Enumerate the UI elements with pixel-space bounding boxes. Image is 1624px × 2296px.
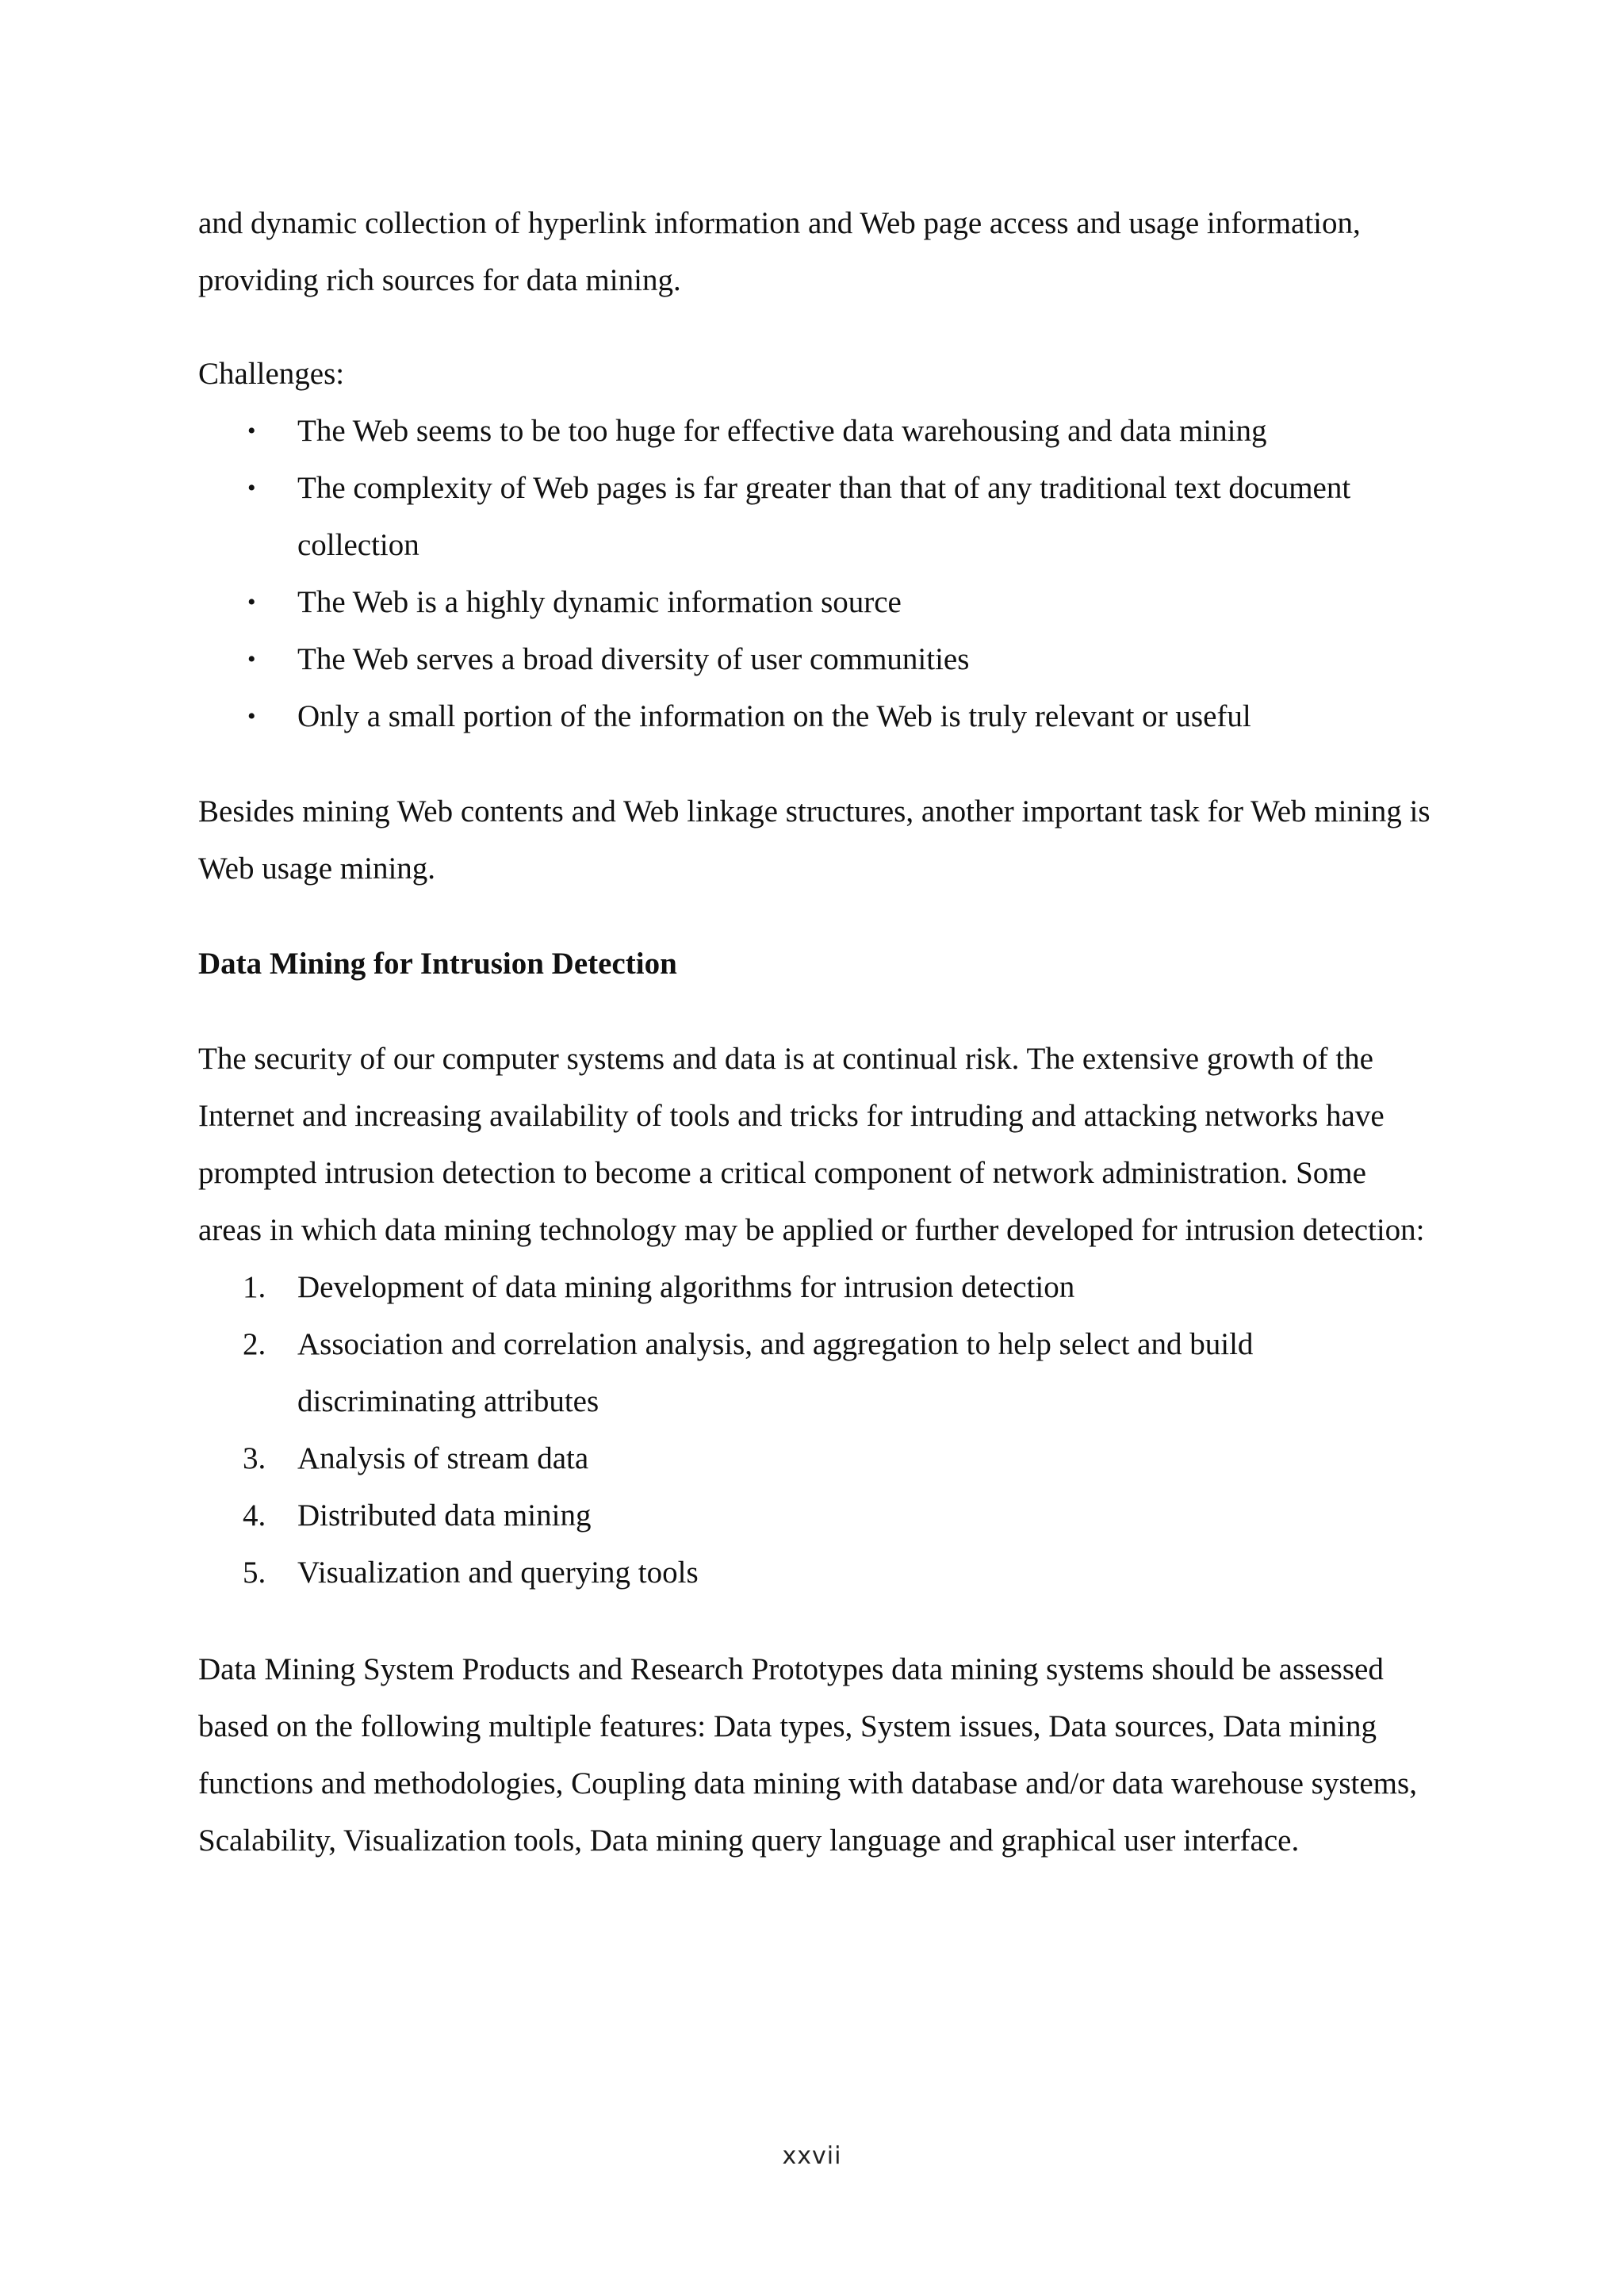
list-item: [198, 460, 1435, 574]
intro-paragraph: and dynamic collection of hyperlink information and Web page access and usage information, providing rich sources for data mining.: [198, 206, 1361, 297]
products-paragraph: Data Mining System Products and Research Prototypes data mining systems should be assessed based on the following multiple features: Data types, System issues, Data sources, Data mining functions and methodologies, Coupling data mining with database and/or data warehouse systems, Scalability, Visualization tools, Data mining query language and graphical user interface.: [198, 1652, 1417, 1858]
page-body: [198, 195, 1435, 1869]
list-item: [198, 403, 1435, 460]
list-item: [198, 1487, 1435, 1544]
list-item: [198, 1430, 1435, 1487]
intrusion-paragraph: The security of our computer systems and data is at continual risk. The extensive growth of the Internet and increasing availability of tools and tricks for intruding and attacking networks have prompted intrusion detection to become a critical component of network administration. Some areas in which data mining technology may be applied or further developed for intrusion detection:: [198, 1042, 1425, 1247]
bullet-icon: •: [247, 418, 256, 444]
list-item: [198, 1316, 1435, 1430]
list-item-text: The Web serves a broad diversity of user communities: [297, 642, 970, 676]
list-number: 3.: [243, 1441, 266, 1475]
list-item-text: The complexity of Web pages is far greater than that of any traditional text document collection: [297, 471, 1351, 562]
challenges-list: [198, 403, 1435, 745]
list-item-text: Visualization and querying tools: [297, 1556, 699, 1590]
web-usage-paragraph: Besides mining Web contents and Web linkage structures, another important task for Web mining is Web usage mining.: [198, 794, 1431, 886]
list-item-text: Only a small portion of the information on the Web is truly relevant or useful: [297, 699, 1251, 733]
bullet-icon: •: [247, 703, 256, 729]
list-item: [198, 1259, 1435, 1316]
list-item-text: Development of data mining algorithms for intrusion detection: [297, 1270, 1075, 1304]
challenges-label: Challenges:: [198, 357, 345, 391]
list-item: [198, 688, 1435, 745]
list-item-text: Association and correlation analysis, and aggregation to help select and build discriminating attributes: [297, 1327, 1254, 1418]
list-item-text: Analysis of stream data: [297, 1441, 589, 1475]
section-heading: Data Mining for Intrusion Detection: [198, 947, 677, 981]
list-item: [198, 574, 1435, 631]
list-number: 1.: [243, 1270, 266, 1304]
list-number: 5.: [243, 1556, 266, 1590]
bullet-icon: •: [247, 646, 256, 672]
list-item: [198, 1544, 1435, 1601]
list-item-text: Distributed data mining: [297, 1498, 592, 1533]
list-number: 2.: [243, 1327, 266, 1361]
page-number: xxvii: [782, 2142, 842, 2170]
bullet-icon: •: [247, 475, 256, 501]
list-item-text: The Web is a highly dynamic information source: [297, 585, 902, 619]
list-item: [198, 631, 1435, 688]
list-item-text: The Web seems to be too huge for effective data warehousing and data mining: [297, 414, 1267, 448]
bullet-icon: •: [247, 589, 256, 615]
intrusion-areas-list: [198, 1259, 1435, 1601]
list-number: 4.: [243, 1498, 266, 1533]
